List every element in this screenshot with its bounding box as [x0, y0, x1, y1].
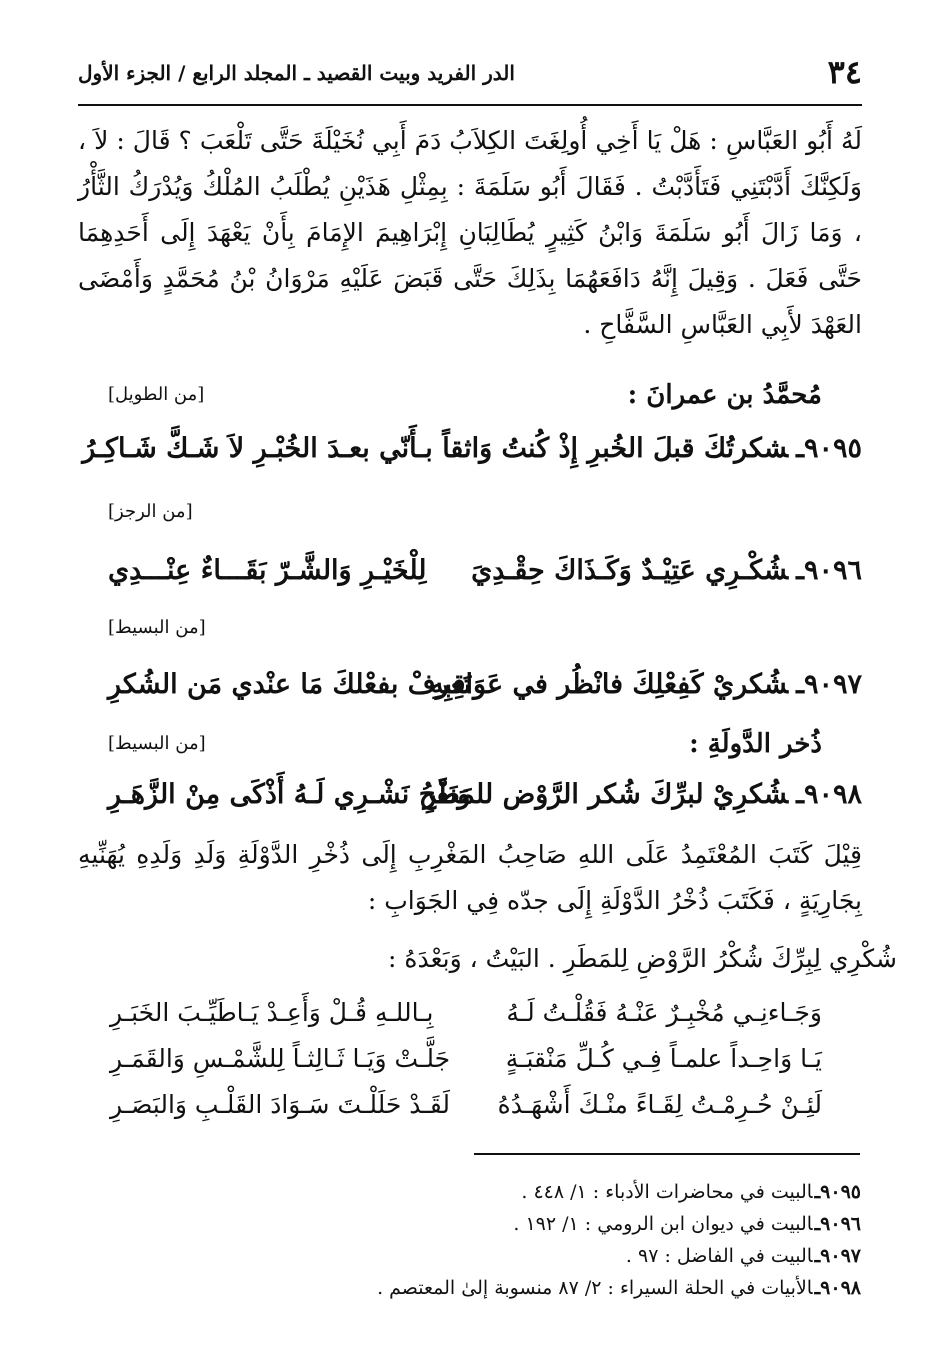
second-hemistich: لَقَـدْ حَلَلْـتَ سَـوَادَ القَلْـبِ وَالبَصَـرِ: [110, 1090, 450, 1119]
footnote-text: البيت في ديوان ابن الرومي : ١/ ١٩٢ .: [513, 1213, 813, 1235]
first-hemistich: [471, 546, 862, 596]
meter-tag: [من البسيط]: [108, 617, 206, 638]
speaker-heading-2: [78, 726, 862, 762]
second-hemistich: وَنَفْحُ نَشْـرِي لَـهُ أَذْكَى مِنْ الزَّهَـرِ: [108, 779, 471, 810]
second-hemistich: بِـاللـهِ قُـلْ وَأَعِـدْ يَـاطَيِّـبَ الخَبَـرِ: [110, 998, 434, 1027]
hemistich-text: شُكريْ كَفِعْلِكَ فانْظُر في عَوَاقِبِهِ: [430, 669, 789, 700]
opening-paragraph: [78, 118, 862, 348]
footnote: [261, 1240, 861, 1272]
quoted-line: شُكْرِي لِبِرِّكَ شُكْرُ الرَّوْضِ لِلمَطَرِ . البَيْتُ ، وَبَعْدَهُ :: [388, 944, 897, 973]
poem-line: [78, 990, 862, 1036]
speaker-name: مُحمَّدُ بن عمرانَ :: [627, 380, 822, 410]
footnote-number: ٩٠٩٧ـ: [814, 1245, 861, 1267]
verse-text: شكرتُكَ قبلَ الخُبرِ إِذْ كُنتُ وَاثقاً بـأَنّي بعـدَ الخُبْـرِ لاَ شَـكَّ شَـاكِـرُ: [82, 433, 789, 464]
hemistich-text: شُكرِيْ لبرِّكَ شُكر الرَّوْض للمَطَرِ: [423, 779, 789, 810]
second-hemistich: جَلَّـتْ وَيَـا ثَـالِثـاً لِلشَّمْـسِ وَالقَمَـرِ: [110, 1044, 451, 1073]
footnote-number: ٩٠٩٦ـ: [814, 1213, 861, 1235]
verse-number: ٩٠٩٥ـ: [796, 433, 862, 464]
meter-tag: [من البسيط]: [108, 733, 206, 754]
footnote: [261, 1272, 861, 1304]
footnote-text: الأبيات في الحلة السيراء : ٢/ ٨٧ منسوبة إلىٰ المعتصم .: [377, 1277, 813, 1299]
footnote: [261, 1176, 861, 1208]
second-hemistich: تَعرفْ بفعْلكَ مَا عنْدي مَن الشُكرِ: [108, 669, 472, 700]
first-hemistich: [423, 770, 862, 820]
footnotes: [261, 1176, 861, 1304]
verse-number: ٩٠٩٨ـ: [796, 779, 862, 810]
speaker-heading-1: [78, 377, 862, 413]
meter-tag: [من الطويل]: [108, 384, 205, 405]
verse-9095: [78, 424, 862, 474]
meter-tag: [من الرجز]: [108, 501, 193, 522]
first-hemistich: يَـا وَاحِـداً علمـاً فِـي كُـلِّ مَنْقبَـةٍ: [505, 1044, 822, 1073]
paragraph-text: لَهُ أَبُو العَبَّاسِ : هَلْ يَا أَخِي أُولِغَتَ الكِلاَبُ دَمَ أَبِي نُخَيْلَةَ حَتَّى تَلْعَبَ ؟ قَالَ : لاَ ، وَلَكِنَّكَ أَدَّبْتَنِي فَتَأَدَّبْتُ . فَقَالَ أَبُو سَلَمَةَ : بِمِثْلِ هَذَيْنِ يُطْلَبُ المُلْكُ وَيُدْرَكُ الثَّأْرُ ، وَمَا زَالَ أَبُو سَلَمَةَ وَابْنُ كَثِيرٍ يُطَالِبَانِ إِبْرَاهِيمَ الإِمَامَ بِأَنْ يَعْهَدَ إِلَى أَحَدِهِمَا حَتَّى فَعَلَ . وَقِيلَ إِنَّهُ دَافَعَهُمَا بِذَلِكَ حَتَّى قَبَضَ عَلَيْهِ مَرْوَانُ بْنُ مُحَمَّدٍ وَأَمْضَى العَهْدَ لأَبِي العَبَّاسِ السَّفَّاحِ .: [78, 126, 862, 339]
page-number: ٣٤: [827, 53, 862, 91]
first-hemistich: لَئِـنْ حُـرِمْـتُ لِقَـاءً منْـكَ أَشْهَـدُهُ: [497, 1090, 822, 1119]
footnote: [261, 1208, 861, 1240]
footnote-number: ٩٠٩٨ـ: [814, 1277, 861, 1299]
poem-line: [78, 1082, 862, 1128]
footnote-rule: [474, 1153, 860, 1155]
hemistich-text: شُكْـرِي عَتِيْـدٌ وَكَـذَاكَ حِقْـدِيَ: [471, 555, 789, 586]
verse-9098: [78, 770, 862, 820]
page-header: [78, 52, 862, 92]
paragraph-text: قِيْلَ كَتَبَ المُعْتَمِدُ عَلَى اللهِ صَاحِبُ المَغْرِبِ إِلَى ذُخْرِ الدَّوْلَةِ وَلَدِ وَلَدِهِ يُهَنِّيهِ بِجَارِيَةٍ ، فَكَتَبَ ذُخْرُ الدَّوْلَةِ إِلَى جدّه فِي الجَوَابِ :: [78, 840, 862, 915]
second-hemistich: لِلْخَيْـرِ وَالشَّـرّ بَقَـــاءٌ عِنْـــدِي: [108, 555, 427, 586]
poem-line: [78, 1036, 862, 1082]
running-title: الدر الفريد وبيت القصيد ـ المجلد الرابع / الجزء الأول: [78, 61, 515, 85]
first-hemistich: [430, 660, 862, 710]
story-paragraph: [78, 832, 862, 924]
verse-line: [82, 424, 862, 474]
verse-number: ٩٠٩٧ـ: [796, 669, 862, 700]
speaker-name: ذُخر الدَّولَةِ :: [689, 729, 822, 759]
header-rule: [78, 104, 862, 106]
first-hemistich: وَجَـاءنِـي مُخْبِـرٌ عَنْـهُ فَقُلْـتُ لَـهُ: [506, 998, 822, 1027]
footnote-text: البيت في الفاضل : ٩٧ .: [625, 1245, 813, 1267]
footnote-text: البيت في محاضرات الأدباء : ١/ ٤٤٨ .: [521, 1181, 813, 1203]
verse-9096: [78, 546, 862, 596]
footnote-number: ٩٠٩٥ـ: [814, 1181, 861, 1203]
verse-9097: [78, 660, 862, 710]
verse-number: ٩٠٩٦ـ: [796, 555, 862, 586]
